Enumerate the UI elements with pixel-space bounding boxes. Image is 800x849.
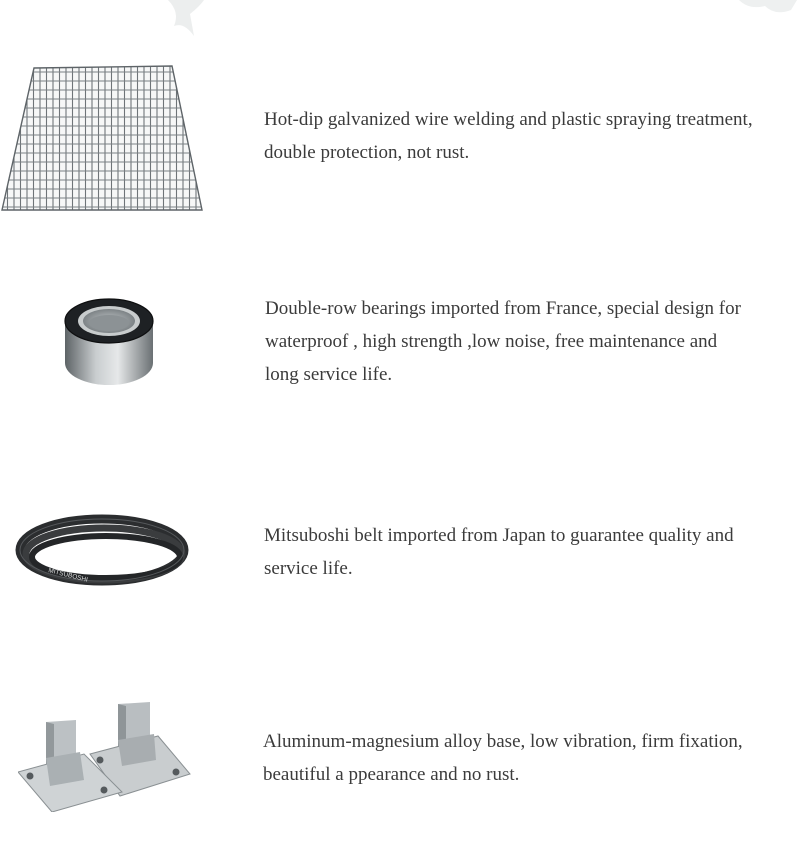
feature-row-bearing [0,260,800,440]
belt-description-line-1: Mitsuboshi belt imported from Japan to guarantee quality and [264,525,734,546]
alloy-base-posts-image [18,700,194,812]
bearing-description-line-3: long service life. [265,364,393,385]
mitsuboshi-v-belt-image [14,510,192,590]
mesh-description-line-1: Hot-dip galvanized wire welding and plastic spraying treatment, [264,109,753,130]
double-row-bearing-image [62,295,156,391]
base-description [263,725,743,791]
base-description-line-1: Aluminum-magnesium alloy base, low vibration, firm fixation, [263,731,743,752]
bearing-description-line-2: waterproof , high strength ,low noise, free maintenance and [265,331,718,352]
mesh-description [264,103,753,169]
belt-description [264,519,734,585]
feature-row-mesh [0,0,800,240]
feature-row-base [0,690,800,820]
welded-wire-mesh-image [0,62,206,214]
feature-row-belt [0,490,800,620]
base-description-line-2: beautiful a ppearance and no rust. [263,764,520,785]
belt-print-text: MITSUBOSHI [47,567,89,584]
bearing-description-line-1: Double-row bearings imported from France, special design for [265,298,741,319]
mesh-description-line-2: double protection, not rust. [264,142,470,163]
bearing-description [265,292,741,391]
belt-description-line-2: service life. [264,558,353,579]
